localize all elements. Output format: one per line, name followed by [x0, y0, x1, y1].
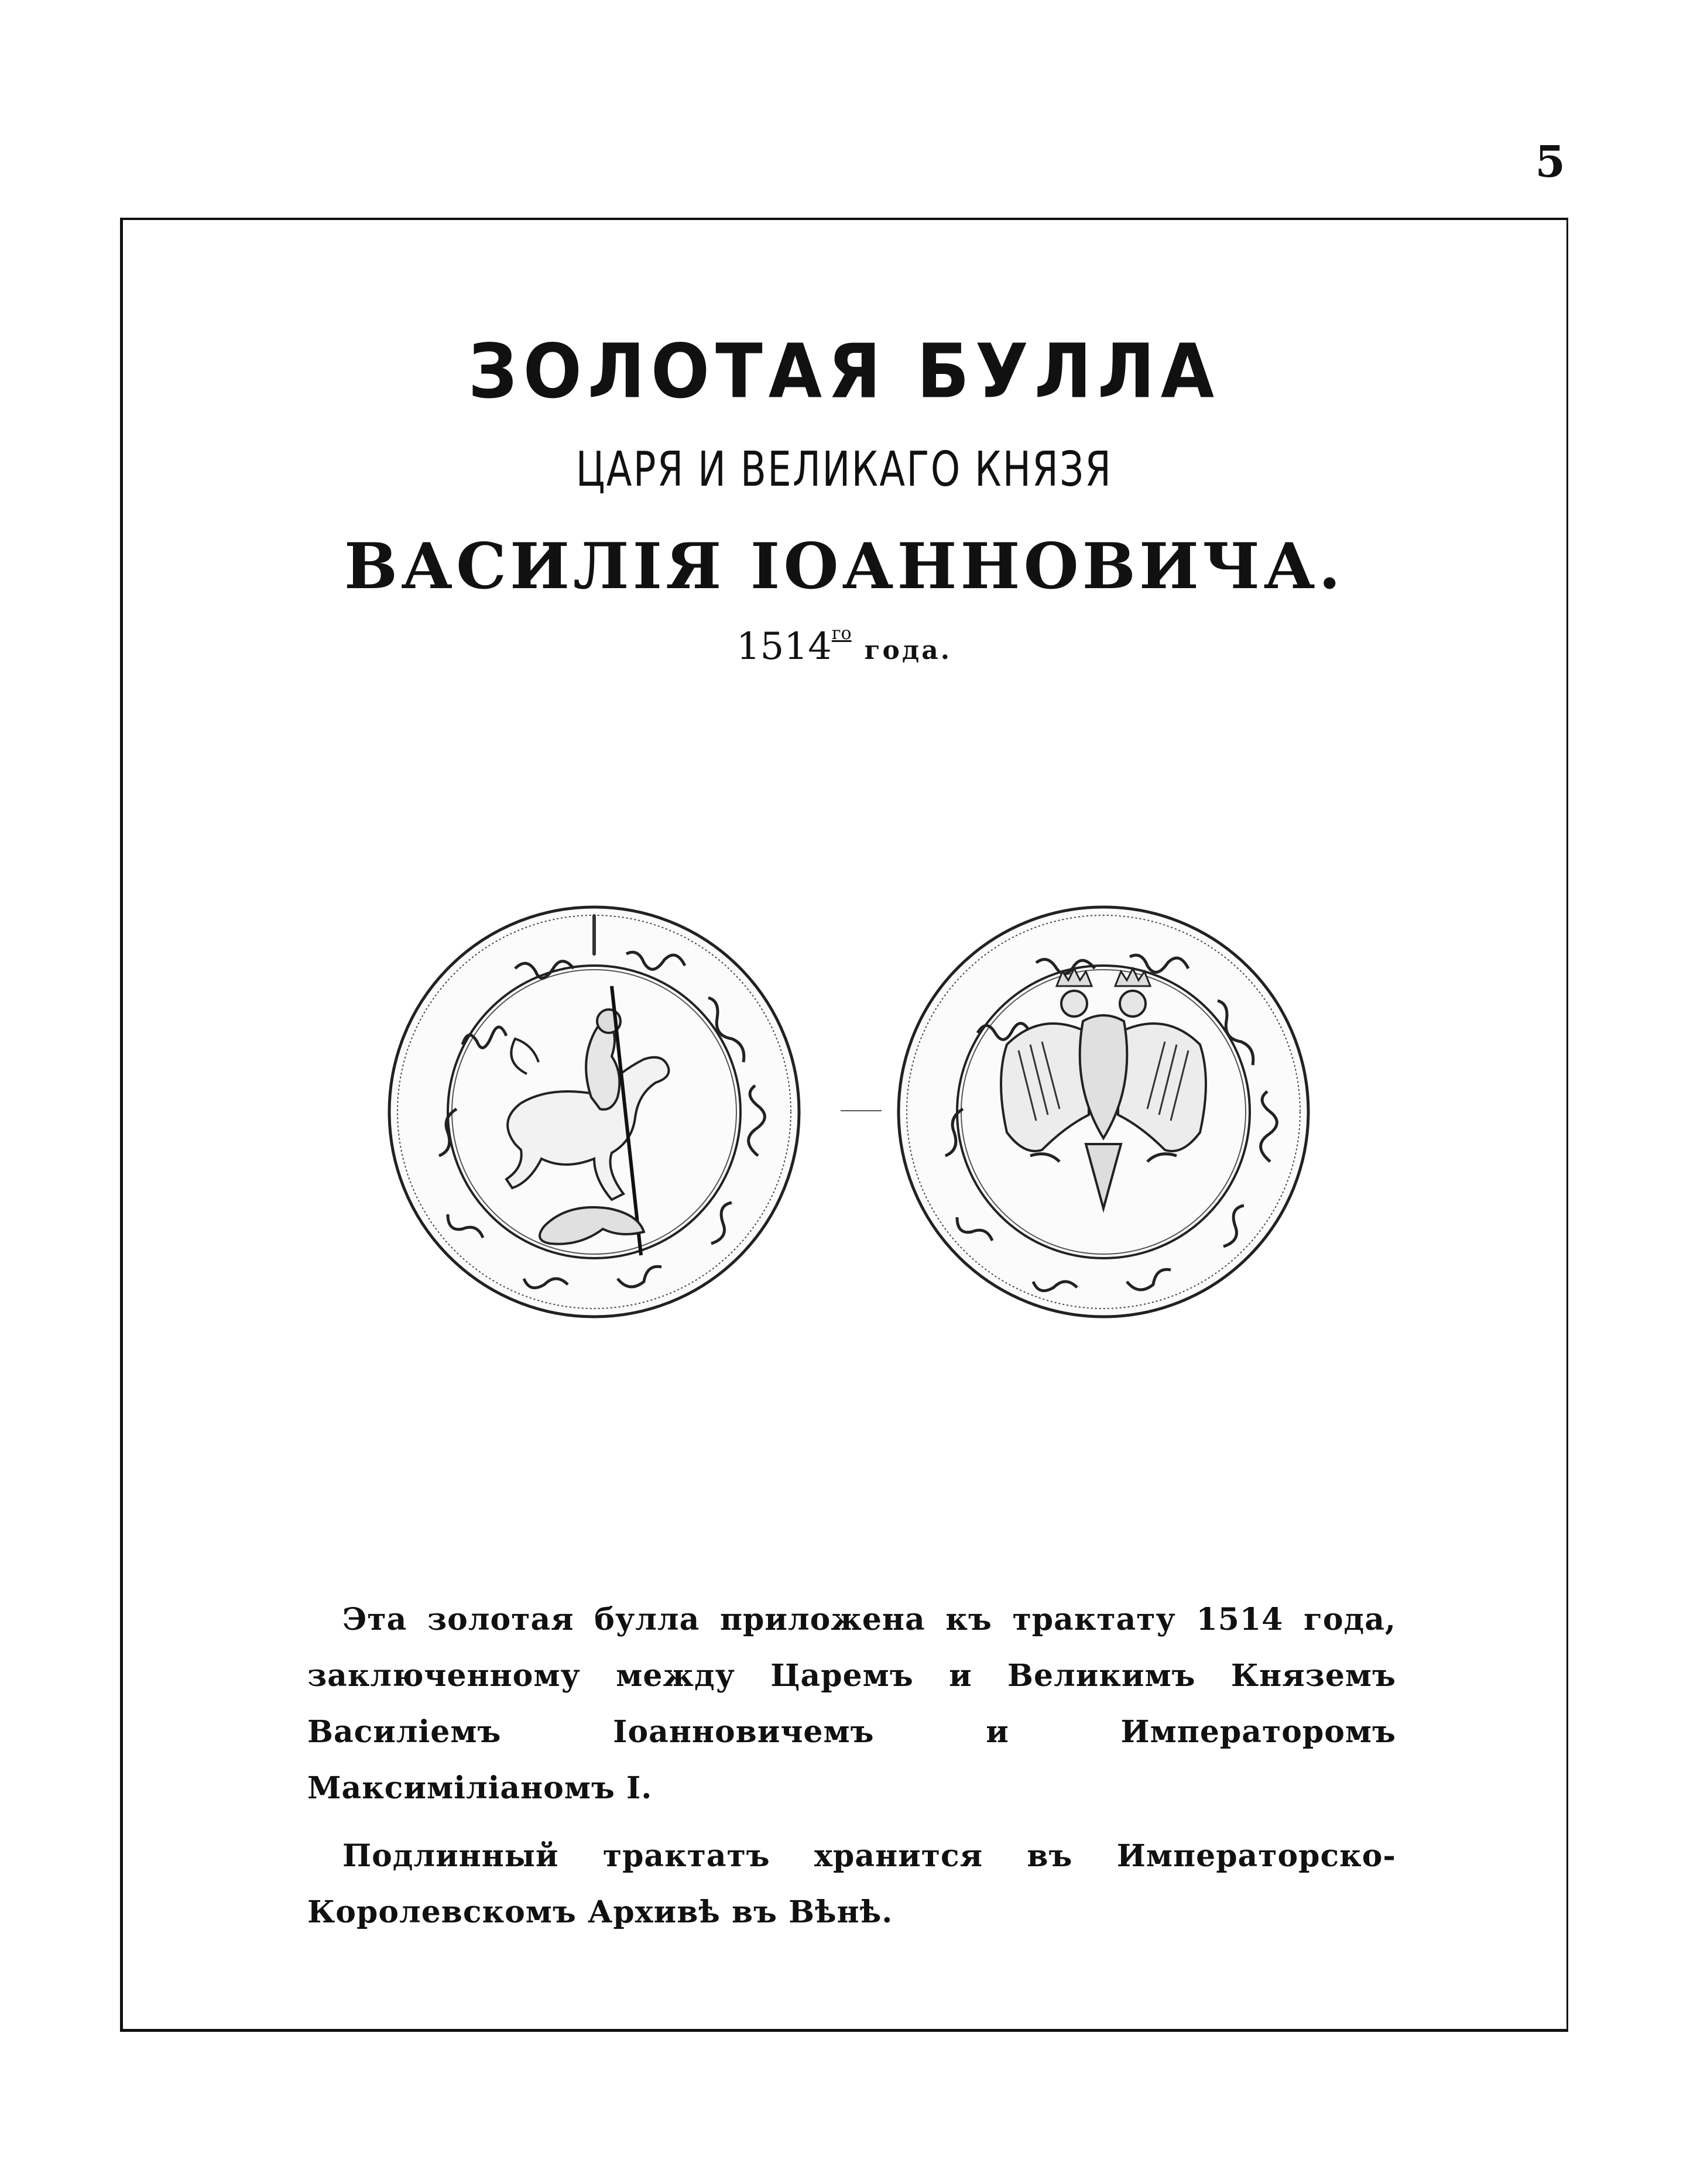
- year-word: года.: [864, 636, 952, 665]
- seal-connector-line: [841, 1110, 882, 1111]
- title-main: ЗОЛОТАЯ БУЛЛА: [468, 327, 1221, 415]
- description-paragraph-2: Подлинный трактатъ хранится въ Императорско-Королевскомъ Архивѣ въ Вѣнѣ.: [307, 1838, 1396, 1930]
- title-year: [120, 623, 1568, 668]
- page-number: 5: [1535, 137, 1565, 187]
- title-subtitle: ЦАРЯ И ВЕЛИКАГО КНЯЗЯ: [575, 442, 1113, 497]
- seal-left-horseman-icon: [380, 898, 808, 1325]
- seals-figure: [380, 898, 1317, 1325]
- description-text: [307, 1592, 1396, 1952]
- seal-right-eagle-icon: [890, 898, 1317, 1325]
- year-number: 1514: [736, 625, 832, 668]
- title-name: ВАСИЛІЯ ІОАННОВИЧА.: [344, 530, 1345, 603]
- year-suffix: го: [831, 623, 852, 644]
- description-paragraph-1: Эта золотая булла приложена къ трактату 1514 года, заключенному между Царемъ и Великимъ Княземъ Василіемъ Іоанновичемъ и Императоромъ Максиміліаномъ I.: [307, 1602, 1396, 1806]
